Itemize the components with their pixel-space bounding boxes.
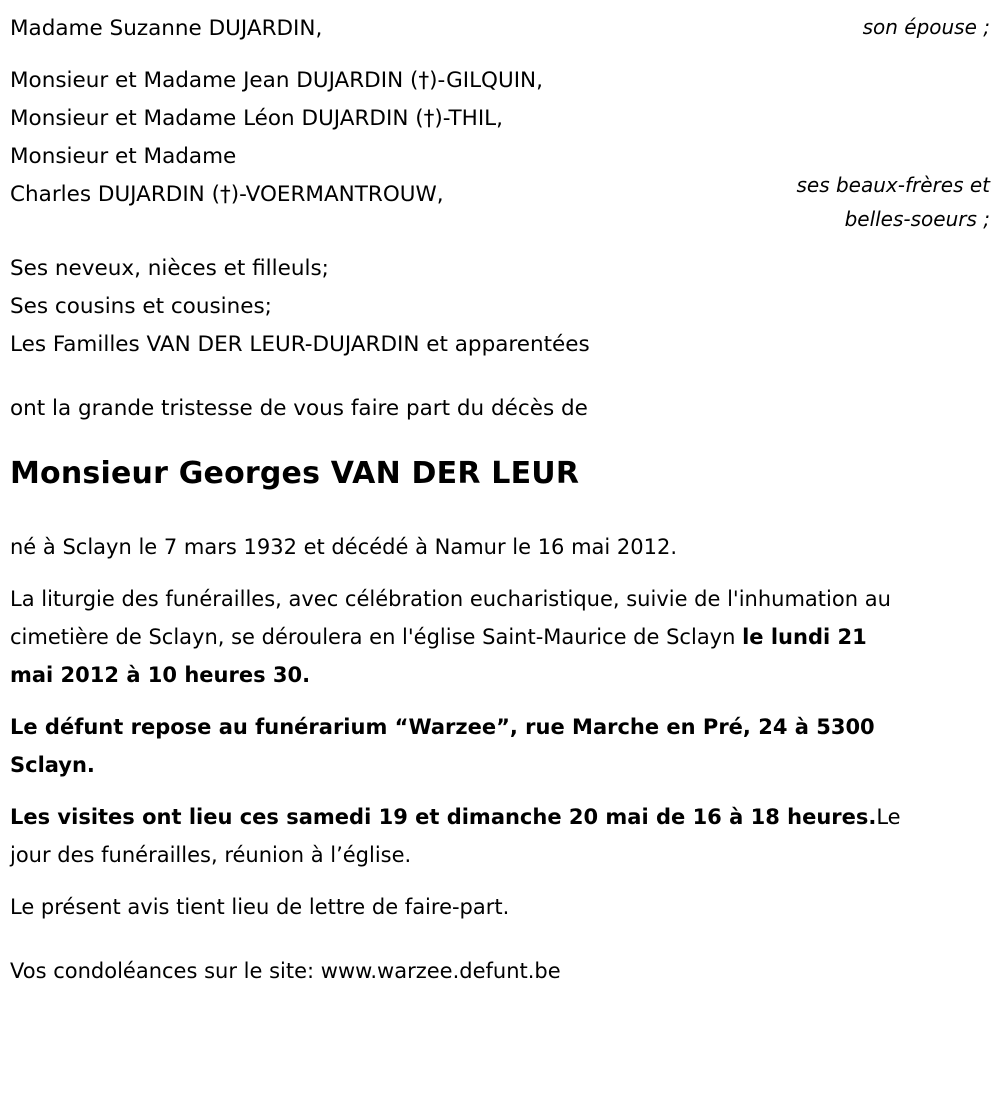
relatives-line: Ses cousins et cousines; [10, 294, 272, 319]
inlaw-line: Monsieur et Madame [10, 144, 237, 169]
funeral-datetime: le lundi 21 mai 2012 à 10 heures 30. [10, 625, 867, 687]
spacer [10, 874, 990, 888]
inlaws-block [10, 62, 990, 236]
inlaws-relation-line1: ses beaux-frères et [796, 173, 990, 197]
visiting-hours-note: Le jour des funérailles, réunion à l’église. [10, 805, 901, 867]
spacer [10, 236, 990, 250]
inlaws-names [10, 62, 543, 214]
funeral-details [10, 580, 910, 694]
inlaw-line: Monsieur et Madame Léon DUJARDIN (†)-THIL, [10, 106, 503, 131]
repose-location: Le défunt repose au funérarium “Warzee”, rue Marche en Pré, 24 à 5300 Sclayn. [10, 715, 875, 777]
spacer [10, 428, 990, 454]
relatives-line: Les Familles VAN DER LEUR-DUJARDIN et apparentées [10, 332, 590, 357]
inlaws-relation [796, 62, 990, 236]
funeral-text: La liturgie des funérailles, avec célébration eucharistique, suivie de l'inhumation au cimetière de Sclayn, se déroulera en l'église Saint-Maurice de Sclayn [10, 587, 891, 649]
spouse-block [10, 10, 990, 48]
spacer [10, 48, 990, 62]
birth-death-line: né à Sclayn le 7 mars 1932 et décédé à Namur le 16 mai 2012. [10, 535, 678, 559]
announcement-text: ont la grande tristesse de vous faire part du décès de [10, 396, 588, 421]
inlaw-line: Monsieur et Madame Jean DUJARDIN (†)-GILQUIN, [10, 68, 543, 93]
spacer [10, 566, 990, 580]
other-relatives-block [10, 250, 990, 364]
spouse-relation: son épouse ; [862, 15, 990, 39]
inlaws-relation-line2: belles-soeurs ; [844, 207, 990, 231]
spacer [10, 494, 990, 528]
visiting-hours-bold: Les visites ont lieu ces samedi 19 et dimanche 20 mai de 16 à 18 heures. [10, 805, 877, 829]
visiting-hours [10, 798, 910, 874]
legal-notice: Le présent avis tient lieu de lettre de faire-part. [10, 895, 510, 919]
spacer [10, 364, 990, 390]
spacer [10, 694, 990, 708]
relatives-line: Ses neveux, nièces et filleuls; [10, 256, 329, 281]
spacer [10, 926, 990, 952]
inlaw-line: Charles DUJARDIN (†)-VOERMANTROUW, [10, 182, 444, 207]
spouse-name: Madame Suzanne DUJARDIN, [10, 16, 323, 41]
condolences-line: Vos condoléances sur le site: www.warzee.defunt.be [10, 959, 561, 983]
deceased-name: Monsieur Georges VAN DER LEUR [10, 456, 580, 491]
spacer [10, 784, 990, 798]
